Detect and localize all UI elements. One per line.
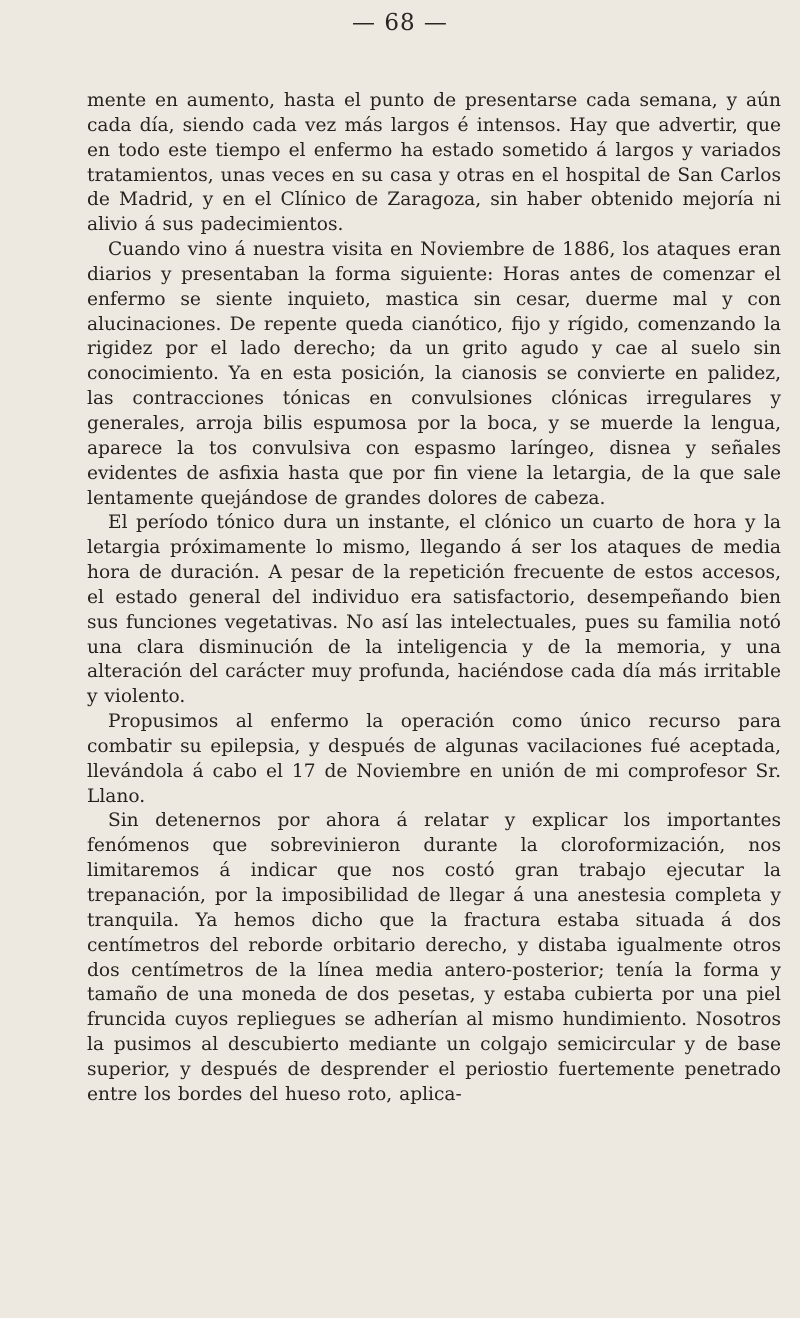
paragraph-3: El período tónico dura un instante, el clónico un cuarto de hora y la letargia próximamente lo mismo, llegando á ser los ataques de media hora de duración. A pesar de la repetición frecuente de estos accesos, el estado general del individuo era satisfactorio, desempeñando bien sus funciones vegetativas. No así las intelectuales, pues su familia notó una clara disminución de la inteligencia y de la memoria, y una alteración del carácter muy profunda, haciéndose cada día más irritable y violento. [87, 512, 781, 708]
paragraph-2: Cuando vino á nuestra visita en Noviembre de 1886, los ataques eran diarios y presentaban la forma siguiente: Horas antes de comenzar el enfermo se siente inquieto, mastica sin cesar, duerme mal y con alucinaciones. De repente queda cianótico, fijo y rígido, comenzando la rigidez por el lado derecho; da un grito agudo y cae al suelo sin conocimiento. Ya en esta posición, la cianosis se convierte en palidez, las contracciones tónicas en convulsiones clónicas irregulares y generales, arroja bilis espumosa por la boca, y se muerde la lengua, aparece la tos convulsiva con espasmo laríngeo, disnea y señales evidentes de asfixia hasta que por fin viene la letargia, de la que sale lentamente quejándose de grandes dolores de cabeza. [87, 239, 781, 509]
body-text [87, 89, 781, 1108]
page-number: — 68 — [352, 10, 448, 36]
paragraph-5: Sin detenernos por ahora á relatar y explicar los importantes fenómenos que sobrevinieron durante la cloroformización, nos limitaremos á indicar que nos costó gran trabajo ejecutar la trepanación, por la imposibilidad de llegar á una anestesia completa y tranquila. Ya hemos dicho que la fractura estaba situada á dos centímetros del reborde orbitario derecho, y distaba igualmente otros dos centímetros de la línea media antero-posterior; tenía la forma y tamaño de una moneda de dos pesetas, y estaba cubierta por una piel fruncida cuyos repliegues se adherían al mismo hundimiento. Nosotros la pusimos al descubierto mediante un colgajo semicircular y de base superior, y después de desprender el periostio fuertemente penetrado entre los bordes del hueso roto, aplica- [87, 810, 781, 1105]
paragraph-1: mente en aumento, hasta el punto de presentarse cada semana, y aún cada día, siendo cada vez más largos é intensos. Hay que advertir, que en todo este tiempo el enfermo ha estado sometido á largos y variados tratamientos, unas veces en su casa y otras en el hospital de San Carlos de Madrid, y en el Clínico de Zaragoza, sin haber obtenido mejoría ni alivio á sus padecimientos. [87, 90, 781, 236]
paragraph-4: Propusimos al enfermo la operación como único recurso para combatir su epilepsia, y después de algunas vacilaciones fué aceptada, llevándola á cabo el 17 de Noviembre en unión de mi comprofesor Sr. Llano. [87, 711, 781, 807]
